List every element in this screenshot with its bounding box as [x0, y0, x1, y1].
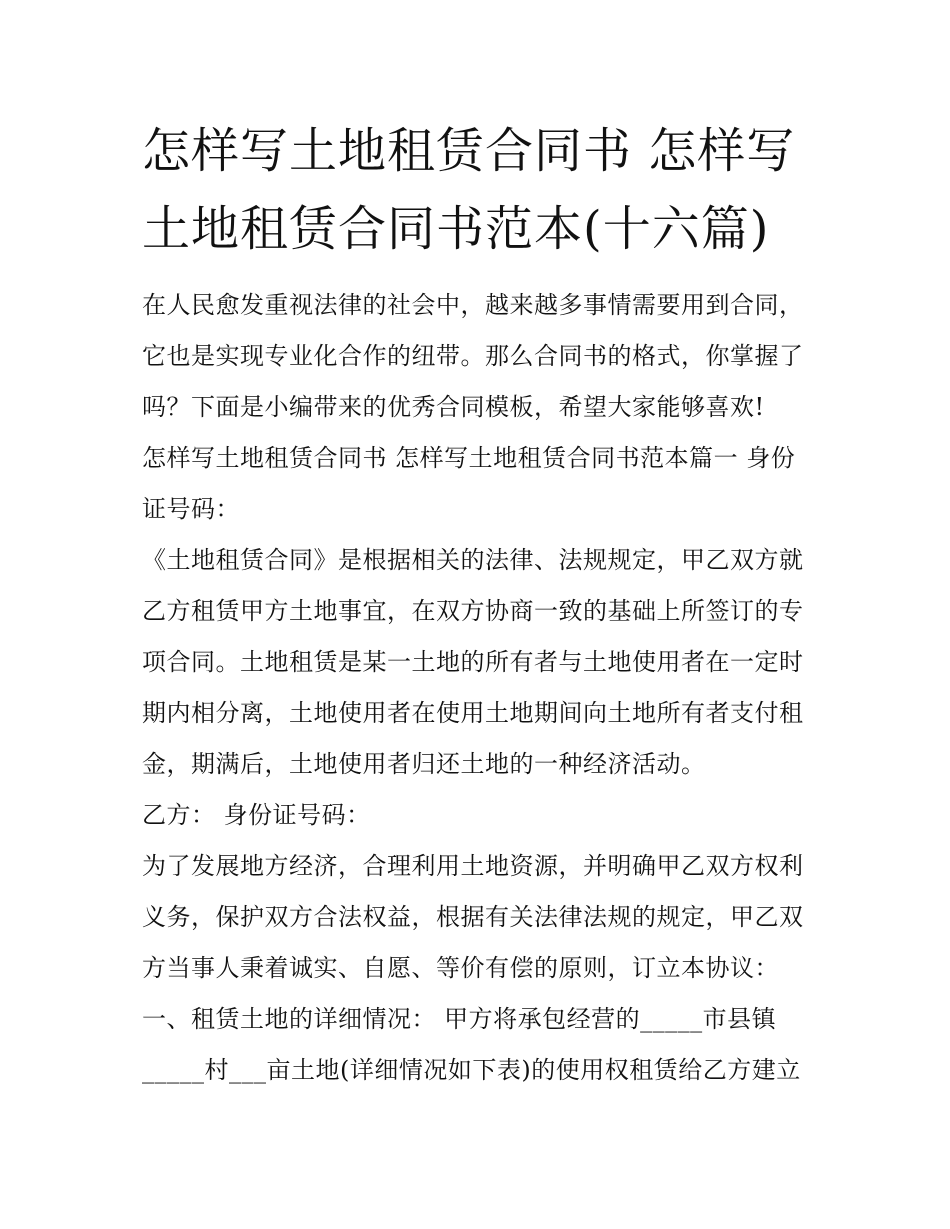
body-line-11: 乙方： 身份证号码：: [142, 801, 371, 829]
body-line-12: 为了发展地方经济，合理利用土地资源，并明确甲乙双方权利: [142, 852, 804, 880]
body-line-5: 证号码：: [142, 495, 240, 523]
body-line-4: 怎样写土地租赁合同书 怎样写土地租赁合同书范本篇一 身份: [142, 444, 796, 472]
document-title-line-1: 怎样写土地租赁合同书 怎样写: [142, 123, 796, 179]
document-title-line-2: 土地租赁合同书范本(十六篇): [142, 201, 770, 257]
body-line-3: 吗？下面是小编带来的优秀合同模板，希望大家能够喜欢!: [142, 393, 765, 421]
body-line-7: 乙方租赁甲方土地事宜，在双方协商一致的基础上所签订的专: [142, 597, 804, 625]
document-title: [142, 112, 822, 268]
body-line-15: 一、租赁土地的详细情况： 甲方将承包经营的_____市县镇: [142, 1005, 777, 1033]
body-line-8: 项合同。土地租赁是某一土地的所有者与土地使用者在一定时: [142, 648, 804, 676]
body-line-6: 《土地租赁合同》是根据相关的法律、法规规定，甲乙双方就: [142, 546, 804, 574]
body-line-9: 期内相分离，土地使用者在使用土地期间向土地所有者支付租: [142, 699, 804, 727]
body-line-1: 在人民愈发重视法律的社会中，越来越多事情需要用到合同，: [142, 291, 804, 319]
body-line-13: 义务，保护双方合法权益，根据有关法律法规的规定，甲乙双: [142, 903, 804, 931]
body-line-10: 金，期满后，土地使用者归还土地的一种经济活动。: [142, 750, 706, 778]
body-line-14: 方当事人秉着诚实、自愿、等价有偿的原则，订立本协议：: [142, 954, 779, 982]
body-line-16: _____村___亩土地(详细情况如下表)的使用权租赁给乙方建立: [142, 1056, 801, 1084]
body-line-2: 它也是实现专业化合作的纽带。那么合同书的格式，你掌握了: [142, 342, 804, 370]
document-body: [142, 280, 814, 1096]
